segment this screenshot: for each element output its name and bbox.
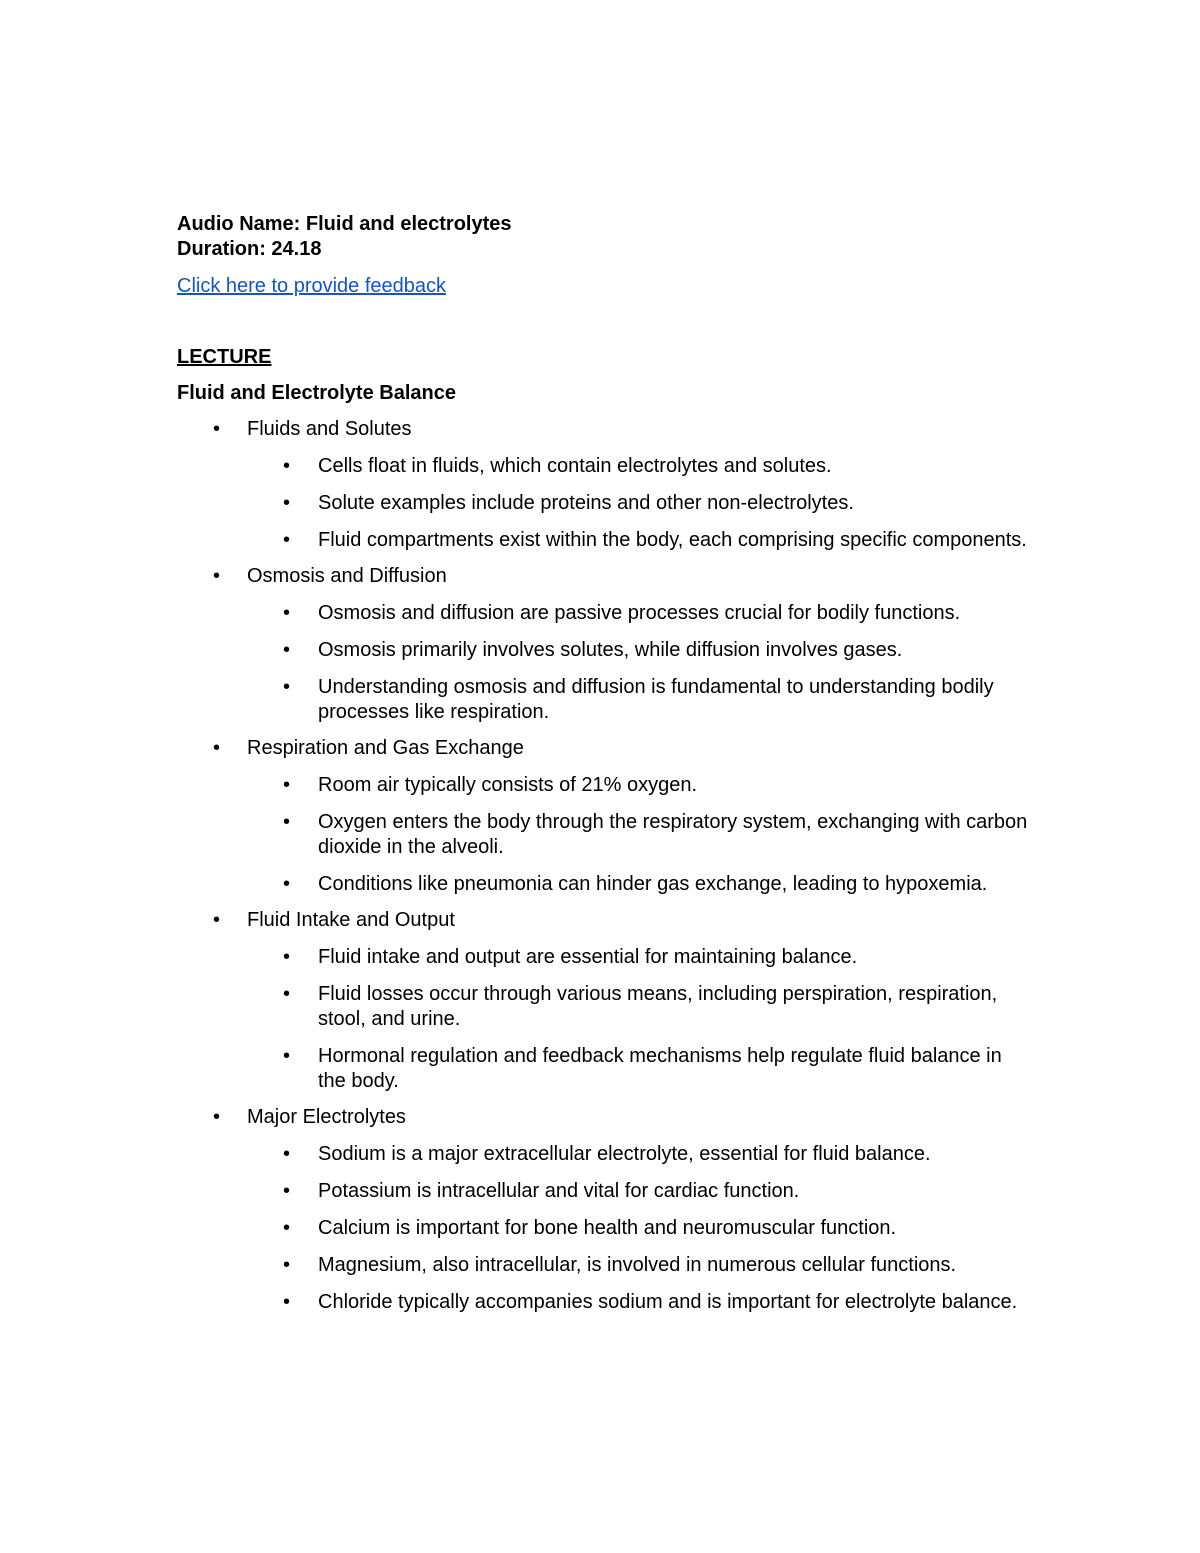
bullet-icon: • <box>283 529 291 551</box>
bullet-icon: • <box>283 1143 291 1165</box>
topic-item <box>177 736 1037 897</box>
point-item <box>247 601 1037 626</box>
point-item <box>247 810 1037 860</box>
point-text: Osmosis primarily involves solutes, while diffusion involves gases. <box>318 639 903 661</box>
point-text: Room air typically consists of 21% oxygen. <box>318 774 698 796</box>
point-item <box>247 675 1037 725</box>
bullet-icon: • <box>283 1291 291 1313</box>
bullet-icon: • <box>283 1254 291 1276</box>
bullet-icon: • <box>213 565 221 587</box>
bullet-icon: • <box>283 1045 291 1067</box>
topic-item <box>177 564 1037 725</box>
topic-item <box>177 908 1037 1094</box>
point-text: Osmosis and diffusion are passive processes crucial for bodily functions. <box>318 602 961 624</box>
topic-item <box>177 417 1037 553</box>
bullet-icon: • <box>283 774 291 796</box>
topic-heading: Respiration and Gas Exchange <box>247 737 524 759</box>
topic-item <box>177 1105 1037 1315</box>
bullet-icon: • <box>283 1217 291 1239</box>
bullet-icon: • <box>213 418 221 440</box>
point-item <box>247 1290 1037 1315</box>
bullet-icon: • <box>283 639 291 661</box>
topic-list <box>177 417 1037 1315</box>
point-item <box>247 982 1037 1032</box>
point-text: Chloride typically accompanies sodium and is important for electrolyte balance. <box>318 1291 1018 1313</box>
point-text: Solute examples include proteins and other non-electrolytes. <box>318 492 854 514</box>
point-item <box>247 773 1037 798</box>
point-text: Fluid intake and output are essential for maintaining balance. <box>318 946 858 968</box>
point-text: Oxygen enters the body through the respiratory system, exchanging with carbon dioxide in the alveoli. <box>318 811 1028 858</box>
topic-heading: Fluid Intake and Output <box>247 909 455 931</box>
point-text: Potassium is intracellular and vital for cardiac function. <box>318 1180 800 1202</box>
point-item <box>247 945 1037 970</box>
document-page <box>177 212 1037 1315</box>
topic-points <box>247 773 1037 897</box>
lecture-title: Fluid and Electrolyte Balance <box>177 382 456 404</box>
point-item <box>247 638 1037 663</box>
point-text: Hormonal regulation and feedback mechanisms help regulate fluid balance in the body. <box>318 1045 1002 1092</box>
bullet-icon: • <box>213 909 221 931</box>
duration: Duration: 24.18 <box>177 238 322 260</box>
topic-points <box>247 945 1037 1094</box>
point-text: Conditions like pneumonia can hinder gas exchange, leading to hypoxemia. <box>318 873 988 895</box>
point-text: Understanding osmosis and diffusion is fundamental to understanding bodily processes like respiration. <box>318 676 994 723</box>
point-item <box>247 1142 1037 1167</box>
point-item <box>247 1216 1037 1241</box>
topic-points <box>247 454 1037 553</box>
bullet-icon: • <box>213 737 221 759</box>
topic-points <box>247 1142 1037 1315</box>
point-text: Calcium is important for bone health and neuromuscular function. <box>318 1217 897 1239</box>
point-text: Fluid compartments exist within the body, each comprising specific components. <box>318 529 1027 551</box>
point-text: Fluid losses occur through various means, including perspiration, respiration, stool, and urine. <box>318 983 998 1030</box>
topic-heading: Fluids and Solutes <box>247 418 412 440</box>
point-item <box>247 1179 1037 1204</box>
point-item <box>247 528 1037 553</box>
lecture-label: LECTURE <box>177 346 272 368</box>
topic-points <box>247 601 1037 725</box>
point-item <box>247 1044 1037 1094</box>
point-item <box>247 491 1037 516</box>
bullet-icon: • <box>283 1180 291 1202</box>
bullet-icon: • <box>283 946 291 968</box>
point-item <box>247 872 1037 897</box>
feedback-link[interactable]: Click here to provide feedback <box>177 275 447 297</box>
topic-heading: Osmosis and Diffusion <box>247 565 447 587</box>
point-text: Sodium is a major extracellular electrolyte, essential for fluid balance. <box>318 1143 931 1165</box>
bullet-icon: • <box>283 811 291 833</box>
point-item <box>247 1253 1037 1278</box>
bullet-icon: • <box>283 455 291 477</box>
bullet-icon: • <box>283 983 291 1005</box>
bullet-icon: • <box>283 602 291 624</box>
point-item <box>247 454 1037 479</box>
audio-name: Audio Name: Fluid and electrolytes <box>177 213 512 235</box>
bullet-icon: • <box>283 492 291 514</box>
point-text: Cells float in fluids, which contain electrolytes and solutes. <box>318 455 832 477</box>
bullet-icon: • <box>283 873 291 895</box>
bullet-icon: • <box>213 1106 221 1128</box>
topic-heading: Major Electrolytes <box>247 1106 406 1128</box>
bullet-icon: • <box>283 676 291 698</box>
point-text: Magnesium, also intracellular, is involved in numerous cellular functions. <box>318 1254 957 1276</box>
